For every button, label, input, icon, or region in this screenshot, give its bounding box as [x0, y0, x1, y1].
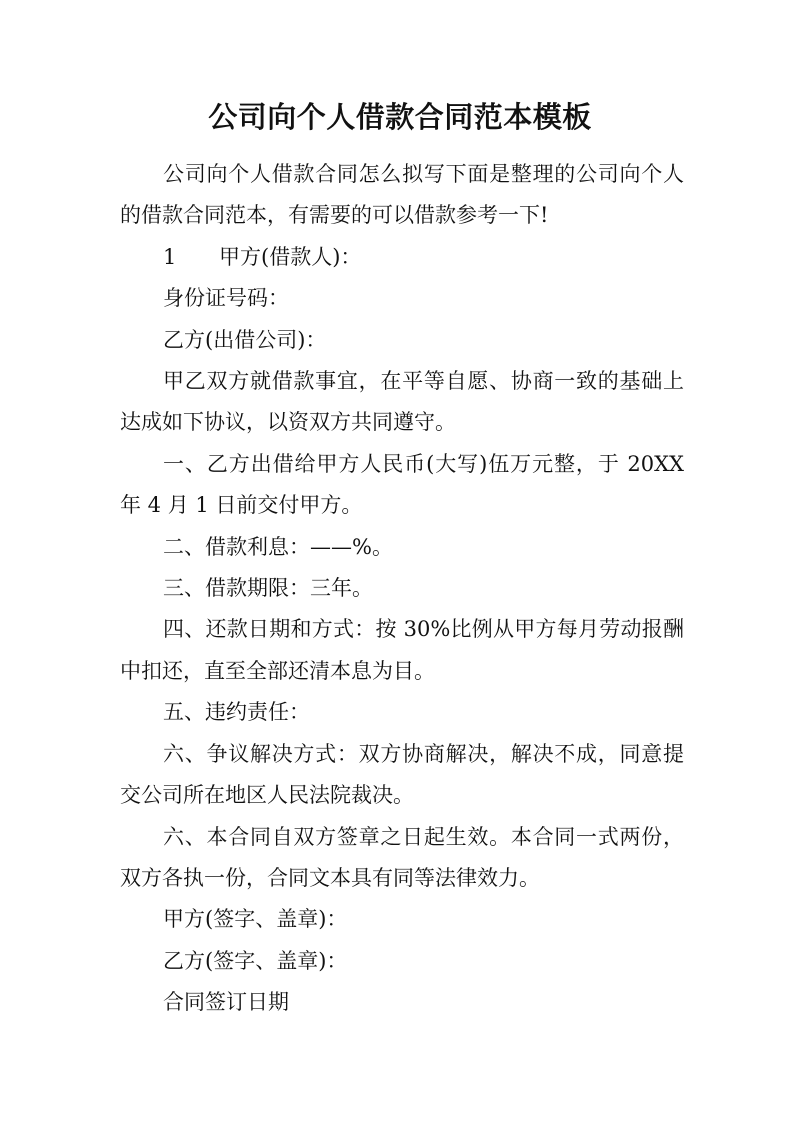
party-a-label: 甲方(借款人)： [219, 244, 362, 269]
clause-1: 一、乙方出借给甲方人民币(大写)伍万元整，于 20XX 年 4 月 1 日前交付甲方。 [120, 451, 684, 518]
id-number-line: 身份证号码： [163, 286, 289, 311]
signing-date: 合同签订日期 [163, 990, 289, 1015]
clause-6: 六、争议解决方式：双方协商解决，解决不成，同意提交公司所在地区人民法院裁决。 [120, 741, 684, 808]
signature-party-b: 乙方(签字、盖章)： [163, 948, 348, 973]
clause-4: 四、还款日期和方式：按 30%比例从甲方每月劳动报酬中扣还，直至全部还清本息为目。 [120, 617, 684, 683]
document-title: 公司向个人借款合同范本模板 [208, 100, 592, 134]
clause-2: 二、借款利息：——%。 [163, 534, 393, 559]
item-number: 1 [163, 244, 177, 269]
preamble-paragraph: 甲乙双方就借款事宜，在平等自愿、协商一致的基础上达成如下协议，以资双方共同遵守。 [120, 369, 684, 435]
document-body [120, 154, 684, 1024]
clause-7: 六、本合同自双方签章之日起生效。本合同一式两份，双方各执一份，合同文本具有同等法律效力。 [120, 824, 684, 890]
clause-5: 五、违约责任： [163, 700, 310, 725]
party-a-line [120, 237, 684, 278]
party-b-line: 乙方(出借公司)： [163, 327, 327, 352]
signature-party-a: 甲方(签字、盖章)： [163, 907, 348, 932]
intro-paragraph: 公司向个人借款合同怎么拟写下面是整理的公司向个人的借款合同范本，有需要的可以借款参考一下! [120, 162, 684, 228]
clause-3: 三、借款期限：三年。 [163, 576, 373, 601]
